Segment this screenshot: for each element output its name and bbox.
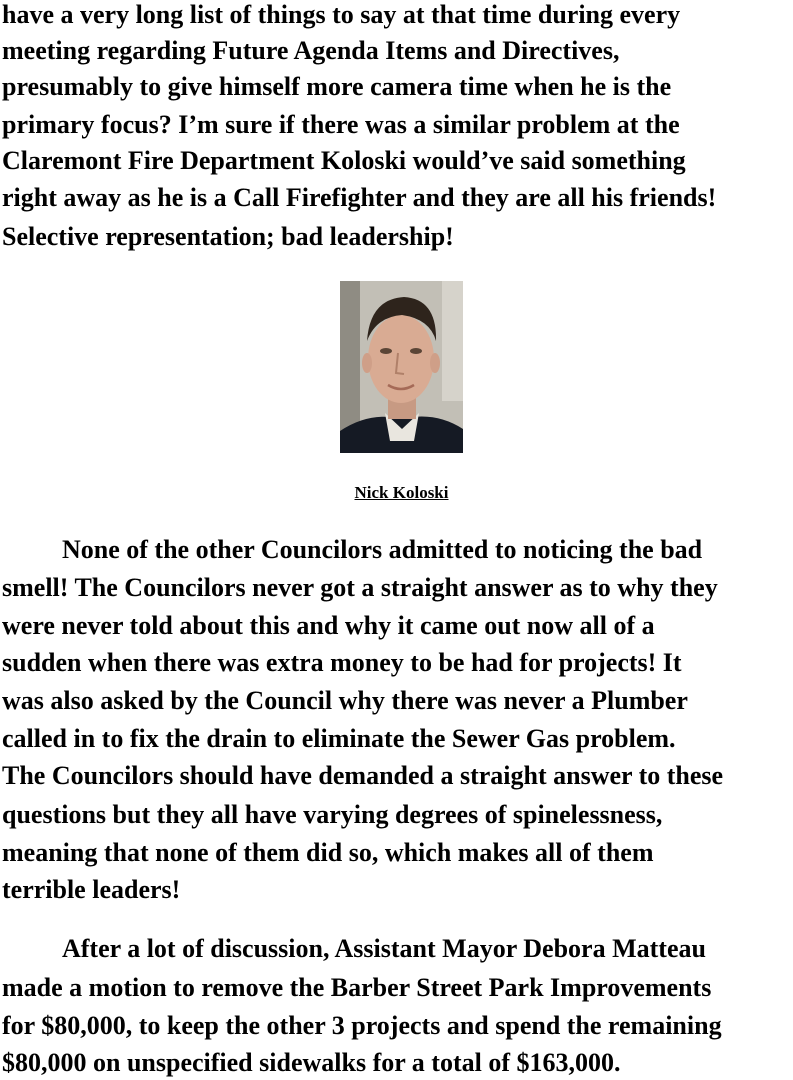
text-line: questions but they all have varying degrees of spinelessness, [2, 800, 663, 829]
text-line: After a lot of discussion, Assistant Mayor Debora Matteau [62, 934, 706, 963]
text-line: The Councilors should have demanded a straight answer to these [2, 761, 724, 790]
text-line: were never told about this and why it came out now all of a [2, 611, 655, 640]
text-line: smell! The Councilors never got a straight answer as to why they [2, 573, 718, 602]
text-line: meaning that none of them did so, which makes all of them [2, 838, 654, 867]
photo-caption: Nick Koloski [354, 483, 449, 502]
text-line: $80,000 on unspecified sidewalks for a total of $163,000. [2, 1048, 621, 1077]
text-line: have a very long list of things to say at that time during every [2, 0, 681, 29]
text-line: terrible leaders! [2, 875, 181, 904]
text-line: right away as he is a Call Firefighter and they are all his friends! [2, 183, 717, 212]
text-line: meeting regarding Future Agenda Items and Directives, [2, 36, 620, 65]
text-line: made a motion to remove the Barber Street Park Improvements [2, 973, 712, 1002]
text-line: primary focus? I’m sure if there was a similar problem at the [2, 110, 680, 139]
text-line: called in to fix the drain to eliminate the Sewer Gas problem. [2, 724, 676, 753]
text-line: Selective representation; bad leadership! [2, 222, 454, 251]
text-line: sudden when there was extra money to be had for projects! It [2, 648, 682, 677]
text-line: for $80,000, to keep the other 3 projects and spend the remaining [2, 1011, 722, 1040]
portrait-photo [340, 281, 463, 453]
text-line: None of the other Councilors admitted to noticing the bad [62, 535, 703, 564]
text-line: Claremont Fire Department Koloski would’ve said something [2, 146, 686, 175]
text-line: presumably to give himself more camera time when he is the [2, 72, 672, 101]
text-line: was also asked by the Council why there was never a Plumber [2, 686, 688, 715]
